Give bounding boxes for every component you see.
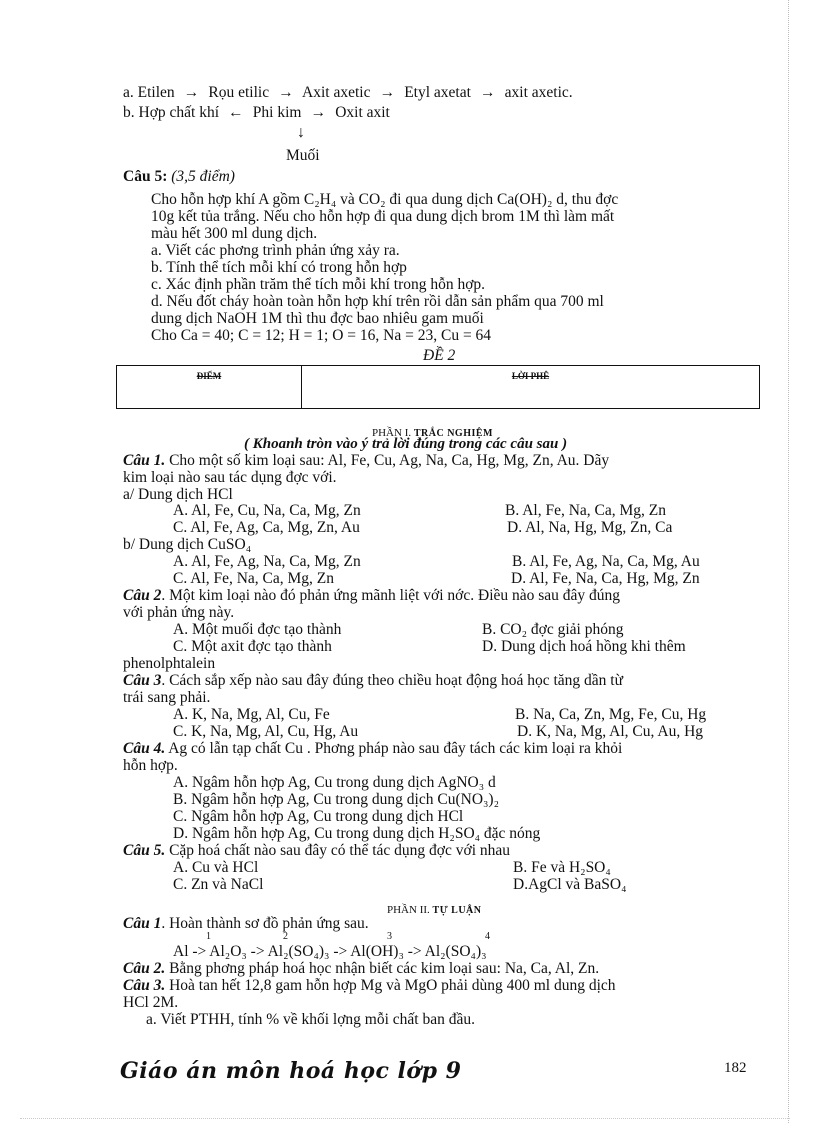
- q5-line-8: dung dịch NaOH 1M thì thu đợc bao nhiêu gam muối: [151, 310, 484, 327]
- p1-q5-line1: [123, 842, 510, 859]
- p1-q4-line2: hỗn hợp.: [123, 757, 178, 774]
- score-cell: ĐIỂM: [117, 366, 302, 409]
- q5-heading: [123, 168, 235, 185]
- scheme-a-s3: Etyl axetat: [404, 84, 471, 101]
- p2-q3-option-a: a. Viết PTHH, tính % về khối lợng mỗi chất ban đầu.: [146, 1011, 475, 1028]
- p2-q2-text: Bằng phơng pháp hoá học nhận biết các kim loại sau: Na, Ca, Al, Zn.: [165, 960, 600, 977]
- part1-heading-label: PHẦN I.: [372, 427, 412, 439]
- arrow-right-icon: →: [278, 84, 294, 101]
- p1-q1-line2: kim loại nào sau tác dụng đợc với.: [123, 469, 337, 486]
- p1-q1-b-option-d: D. Al, Fe, Na, Ca, Hg, Mg, Zn: [511, 570, 700, 587]
- p2-q1-scheme: Al -> Al₂O₃ -> Al₂(SO₄)₃ -> Al(OH)₃ -> Al₂(SO₄)₃: [173, 943, 487, 960]
- scheme-a-label: a. Etilen: [123, 84, 175, 101]
- scheme-line-b: [123, 104, 390, 121]
- q5-points: (3,5 điểm): [171, 168, 235, 185]
- de2-title: ĐỀ 2: [423, 347, 456, 364]
- p1-q2-text: . Một kim loại nào đó phản ứng mãnh liệt với nớc. Điều nào sau đây đúng: [161, 587, 621, 604]
- p1-q2-option-d: D. Dung dịch hoá hồng khi thêm: [482, 638, 686, 655]
- p1-q2-option-a: A. Một muối đợc tạo thành: [173, 621, 342, 638]
- p1-q4-label: Câu 4.: [123, 740, 166, 757]
- p1-q5-label: Câu 5.: [123, 842, 166, 859]
- p2-q3-line2: HCl 2M.: [123, 994, 179, 1011]
- p1-q2-label: Câu 2: [123, 587, 162, 604]
- p1-q5-text: Cặp hoá chất nào sau đây có thể tác dụng đợc với nhau: [165, 842, 511, 859]
- p2-q2-label: Câu 2.: [123, 960, 166, 977]
- arrow-right-icon: →: [480, 84, 496, 101]
- p2-q1-label: Câu 1: [123, 915, 162, 932]
- p2-q1-step-3: 3: [387, 931, 392, 942]
- p1-q3-line2: trái sang phải.: [123, 689, 211, 706]
- p2-q3-label: Câu 3.: [123, 977, 166, 994]
- p1-q1-a-option-a: A. Al, Fe, Cu, Na, Ca, Mg, Zn: [173, 502, 361, 519]
- p1-q2-line2: với phản ứng này.: [123, 604, 235, 621]
- p1-q1-label: Câu 1.: [123, 452, 166, 469]
- q5-line-9: Cho Ca = 40; C = 12; H = 1; O = 16, Na = 23, Cu = 64: [151, 327, 492, 344]
- p1-q3-line1: [123, 672, 623, 689]
- p2-q3-line1: [123, 977, 616, 994]
- p1-q3-option-a: A. K, Na, Mg, Al, Cu, Fe: [173, 706, 330, 723]
- page-bottom-border: [20, 1118, 790, 1119]
- footer-title: Giáo án môn hoá học lớp 9: [120, 1058, 462, 1084]
- p1-q4-option-b: B. Ngâm hỗn hợp Ag, Cu trong dung dịch Cu(NO₃)₂: [173, 791, 499, 808]
- scheme-b-label: b. Hợp chất khí: [123, 104, 220, 121]
- part2-heading-label: PHẦN II.: [387, 904, 430, 916]
- q5-title: Câu 5:: [123, 168, 168, 185]
- scheme-b-s1: Phi kim: [252, 104, 302, 121]
- q5-line-2: 10g kết tủa trắng. Nếu cho hỗn hợp đi qua dung dịch brom 1M thì làm mất: [151, 208, 615, 225]
- p1-q3-option-d: D. K, Na, Mg, Al, Cu, Au, Hg: [517, 723, 704, 740]
- p2-q3-text: Hoà tan hết 12,8 gam hỗn hợp Mg và MgO phải dùng 400 ml dung dịch: [165, 977, 616, 994]
- arrow-left-icon: ←: [228, 104, 244, 121]
- p2-q1-step-4: 4: [485, 931, 490, 942]
- p2-q1-step-2: 2: [283, 931, 288, 942]
- scheme-a-s1: Rọu etilic: [208, 84, 270, 101]
- p1-q1-line1: [123, 452, 609, 469]
- scheme-b-below: Muối: [286, 147, 320, 164]
- p1-q3-text: . Cách sắp xếp nào sau đây đúng theo chiều hoạt động hoá học tăng dần từ: [161, 672, 623, 689]
- arrow-right-icon: →: [310, 104, 327, 121]
- page-right-border: [788, 0, 789, 1123]
- p2-q1-step-1: 1: [206, 931, 211, 942]
- q5-line-5: b. Tính thể tích mỗi khí có trong hỗn hợp: [151, 259, 407, 276]
- q5-line-6: c. Xác định phần trăm thể tích mỗi khí trong hỗn hợp.: [151, 276, 486, 293]
- part1-instruction: ( Khoanh tròn vào ý trả lời đúng trong các câu sau ): [244, 436, 568, 452]
- p2-q2-line: [123, 960, 599, 977]
- p1-q5-option-a: A. Cu và HCl: [173, 859, 259, 876]
- p2-q1-line1: [123, 915, 369, 932]
- q5-line-7: d. Nếu đốt cháy hoàn toàn hỗn hợp khí trên rồi dẫn sản phẩm qua 700 ml: [151, 293, 604, 310]
- p1-q3-label: Câu 3: [123, 672, 162, 689]
- scheme-b-s2: Oxit axit: [335, 104, 390, 121]
- score-table: [116, 365, 760, 409]
- part1-heading-title: TRẮC NGHIỆM: [413, 428, 493, 439]
- q5-line-3: màu hết 300 ml dung dịch.: [151, 225, 318, 242]
- p1-q2-option-b: B. CO₂ đợc giải phóng: [482, 621, 624, 638]
- page-number: 182: [724, 1060, 747, 1076]
- p1-q5-option-c: C. Zn và NaCl: [173, 876, 264, 893]
- p1-q1-a-option-d: D. Al, Na, Hg, Mg, Zn, Ca: [507, 519, 673, 536]
- part2-heading: [387, 902, 482, 919]
- p1-q4-option-d: D. Ngâm hỗn hợp Ag, Cu trong dung dịch H₂SO₄ đặc nóng: [173, 825, 541, 842]
- p1-q5-option-b: B. Fe và H₂SO₄: [513, 859, 611, 876]
- scheme-line-a: [123, 84, 573, 101]
- p1-q3-option-c: C. K, Na, Mg, Al, Cu, Hg, Au: [173, 723, 359, 740]
- p1-q3-option-b: B. Na, Ca, Zn, Mg, Fe, Cu, Hg: [515, 706, 707, 723]
- p1-q1-b-option-b: B. Al, Fe, Ag, Na, Ca, Mg, Au: [512, 553, 700, 570]
- scheme-a-s2: Axit axetic: [302, 84, 371, 101]
- p1-q1-a-title: a/ Dung dịch HCl: [123, 486, 233, 503]
- p1-q1-b-title: b/ Dung dịch CuSO₄: [123, 536, 252, 553]
- p1-q2-tail: phenolphtalein: [123, 655, 216, 672]
- p1-q2-option-c: C. Một axit đợc tạo thành: [173, 638, 332, 655]
- p1-q1-a-option-b: B. Al, Fe, Na, Ca, Mg, Zn: [505, 502, 667, 519]
- arrow-right-icon: →: [183, 84, 200, 101]
- p2-q1-text: . Hoàn thành sơ đồ phản ứng sau.: [161, 915, 369, 932]
- p1-q2-line1: [123, 587, 620, 604]
- p1-q4-option-a: A. Ngâm hỗn hợp Ag, Cu trong dung dịch AgNO₃ d: [173, 774, 496, 791]
- part2-heading-title: TỰ LUẬN: [432, 905, 482, 916]
- p1-q1-text: Cho một số kim loại sau: Al, Fe, Cu, Ag, Na, Ca, Hg, Mg, Zn, Au. Dãy: [165, 452, 610, 469]
- q5-line-1: Cho hỗn hợp khí A gồm C₂H₄ và CO₂ đi qua dung dịch Ca(OH)₂ d, thu đợc: [151, 191, 619, 208]
- p1-q1-a-option-c: C. Al, Fe, Ag, Ca, Mg, Zn, Au: [173, 519, 360, 536]
- q5-line-4: a. Viết các phơng trình phản ứng xảy ra.: [151, 242, 400, 259]
- p1-q4-line1: [123, 740, 622, 757]
- arrow-right-icon: →: [379, 84, 396, 101]
- scheme-a-s4: axit axetic.: [504, 84, 573, 101]
- p1-q1-b-option-c: C. Al, Fe, Na, Ca, Mg, Zn: [173, 570, 335, 587]
- p1-q1-b-option-a: A. Al, Fe, Ag, Na, Ca, Mg, Zn: [173, 553, 361, 570]
- p1-q4-text: Ag có lẫn tạp chất Cu . Phơng pháp nào sau đây tách các kim loại ra khỏi: [165, 740, 623, 757]
- arrow-down-icon: ↓: [297, 124, 305, 141]
- p1-q4-option-c: C. Ngâm hỗn hợp Ag, Cu trong dung dịch HCl: [173, 808, 464, 825]
- comment-cell: LỜI PHÊ: [302, 366, 760, 409]
- p1-q5-option-d: D.AgCl và BaSO₄: [513, 876, 627, 893]
